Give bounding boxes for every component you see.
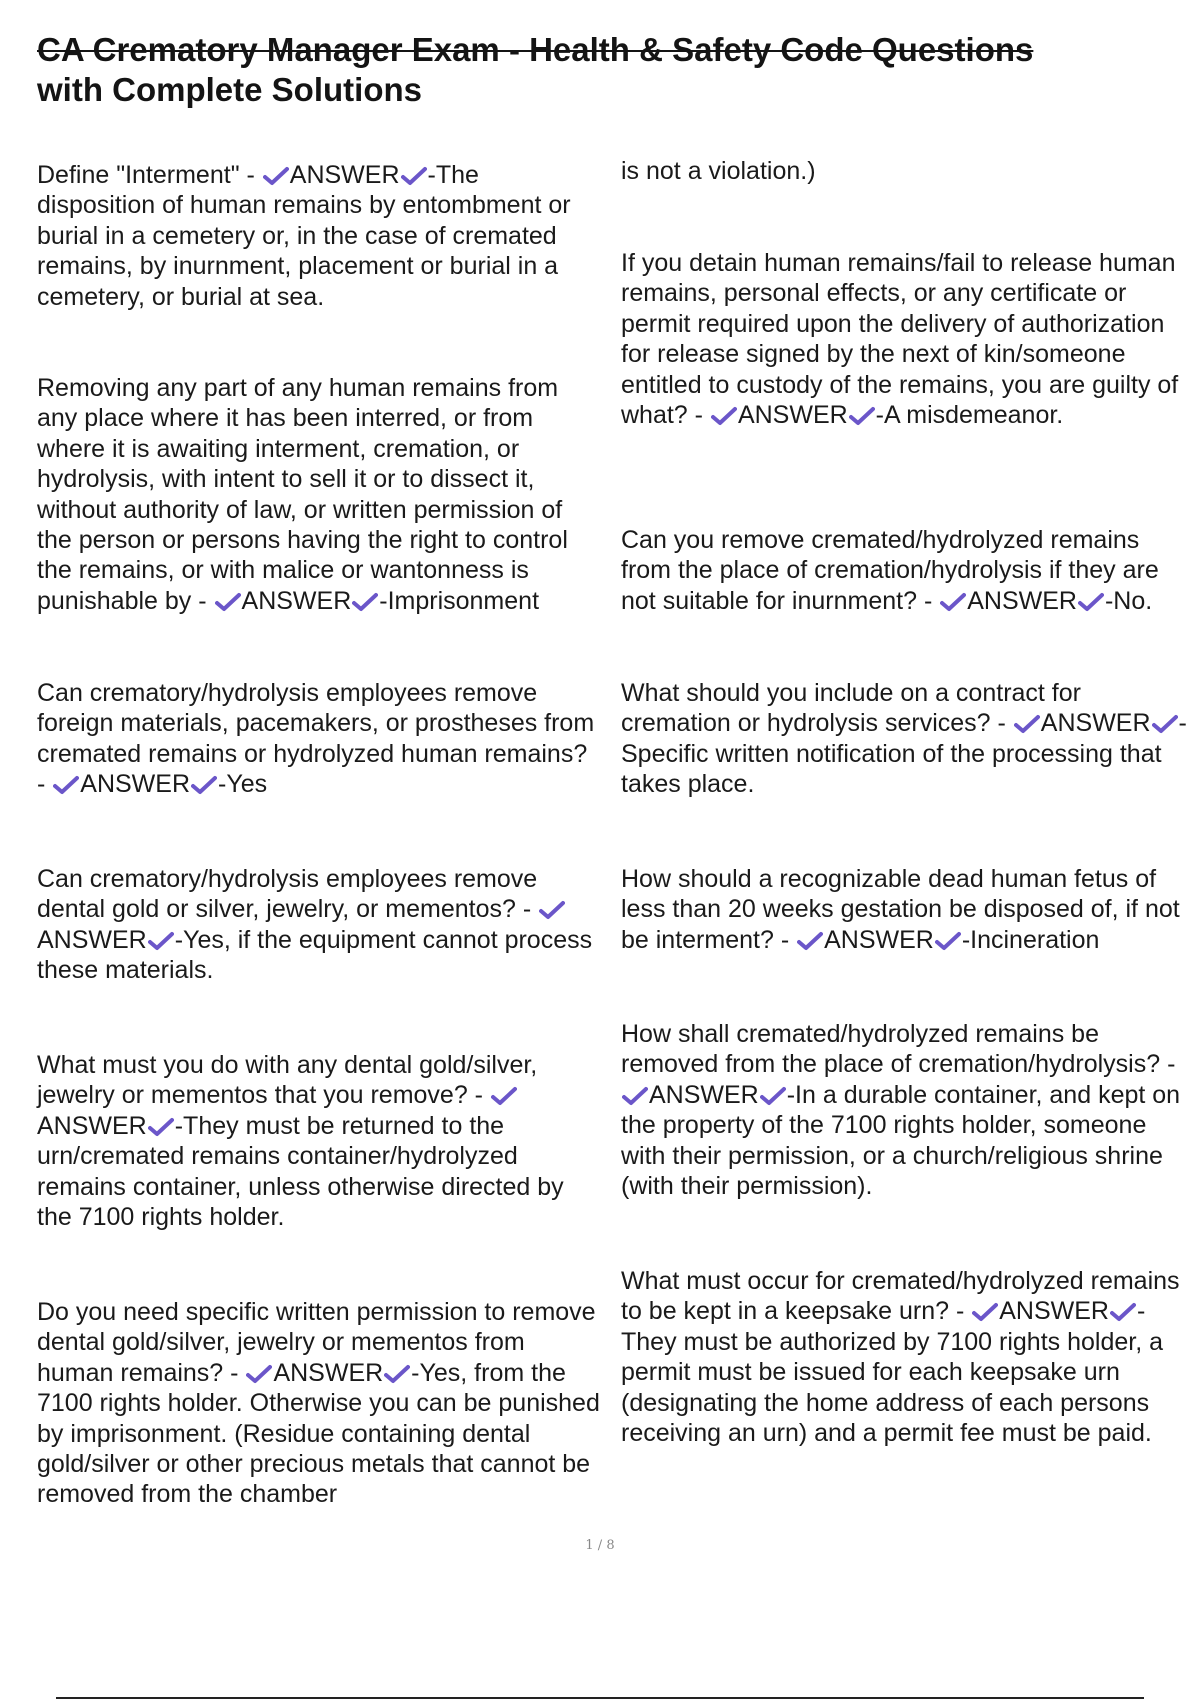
question-text: Define "Interment" - — [37, 161, 262, 189]
answer-label: ANSWER — [273, 1358, 384, 1387]
answer-text: -No. — [1104, 586, 1153, 615]
question-text: How shall cremated/hydrolyzed remains be removed from the place of cremation/hydrolysis? - — [621, 1020, 1176, 1079]
question-text: Removing any part of any human remains from any place where it has been interred, or from where it is awaiting interment, cremation, or hydrolysis, with intent to sell it or to dissect it, without authority of law, or written permission of the person or persons having the right to control the remains, or with malice or wantonness is punishable by - — [37, 374, 568, 615]
answer-label: ANSWER — [999, 1297, 1109, 1326]
answer-label: ANSWER — [80, 770, 191, 799]
question-text: What must occur for cremated/hydrolyzed remains to be kept in a keepsake urn? - — [621, 1267, 1180, 1326]
qa-item — [37, 1050, 602, 1232]
question-text: Can you remove cremated/hydrolyzed remains from the place of cremation/hydrolysis if they are not suitable for inurnment? - — [621, 526, 1159, 615]
question-text: What must you do with any dental gold/silver, jewelry or mementos that you remove? - — [37, 1051, 538, 1110]
check-icon — [53, 775, 79, 795]
check-icon — [401, 166, 427, 186]
answer-text: -A misdemeanor. — [875, 401, 1064, 430]
check-icon — [972, 1302, 998, 1322]
answer-text: -They must be returned to the urn/cremated remains container/hydrolyzed remains container, unless otherwise directed by the 7100 rights holder. — [37, 1111, 564, 1232]
answer-text: -Specific written notification of the processing that takes place. — [621, 709, 1187, 799]
check-icon — [148, 931, 174, 951]
check-icon — [935, 931, 961, 951]
answer-text: -Imprisonment — [379, 586, 540, 615]
check-icon — [797, 931, 823, 951]
question-text: How should a recognizable dead human fetus of less than 20 weeks gestation be disposed of, if not be interment? - — [621, 865, 1180, 954]
answer-text: -Yes, from the 7100 rights holder. Otherwise you can be punished by imprisonment. (Residue containing dental gold/silver or other precious metals that cannot be removed from the chamber — [37, 1358, 600, 1509]
answer-text: -Yes — [218, 770, 268, 799]
title-line-1: CA Crematory Manager Exam - Health & Safety Code Questions — [37, 31, 1034, 68]
check-icon — [352, 592, 378, 612]
check-icon — [1014, 714, 1040, 734]
check-icon — [940, 592, 966, 612]
answer-text: -Yes, if the equipment cannot process these materials. — [37, 925, 593, 985]
qa-item — [37, 864, 602, 986]
qa-item — [621, 1019, 1191, 1201]
check-icon — [1078, 592, 1104, 612]
check-icon — [711, 406, 737, 426]
qa-item — [37, 160, 602, 312]
answer-text: -The disposition of human remains by entombment or burial in a cemetery or, in the case of cremated remains, by inurnment, placement or burial in a cemetery, or burial at sea. — [37, 161, 571, 311]
answer-label: ANSWER — [1040, 709, 1151, 738]
check-icon — [148, 1117, 174, 1137]
check-icon — [215, 592, 241, 612]
check-icon — [1110, 1302, 1136, 1322]
answer-label: ANSWER — [649, 1080, 759, 1109]
answer-text: -They must be authorized by 7100 rights holder, a permit must be issued for each keepsake urn (designating the home address of each persons receiving an urn) and a permit fee must be paid. — [621, 1297, 1163, 1448]
document-title — [37, 30, 1167, 110]
check-icon — [263, 166, 289, 186]
footer-rule — [56, 1697, 1144, 1699]
qa-item — [621, 248, 1191, 430]
check-icon — [384, 1364, 410, 1384]
qa-item — [37, 1297, 602, 1510]
question-text: If you detain human remains/fail to release human remains, personal effects, or any certificate or permit required upon the delivery of authorization for release signed by the next of kin/someone entitled to custody of the remains, you are guilty of what? - — [621, 249, 1179, 430]
check-icon — [849, 406, 875, 426]
question-text: What should you include on a contract for cremation or hydrolysis services? - — [621, 679, 1081, 738]
page-indicator: 1 / 8 — [585, 1538, 615, 1553]
answer-text: -Incineration — [961, 925, 1100, 954]
answer-label: ANSWER — [737, 401, 848, 430]
check-icon — [760, 1086, 786, 1106]
answer-label: ANSWER — [289, 161, 400, 189]
qa-item — [37, 373, 602, 616]
check-icon — [622, 1086, 648, 1106]
check-icon — [491, 1086, 517, 1106]
check-icon — [191, 775, 217, 795]
qa-item — [621, 864, 1191, 955]
continuation-text: is not a violation.) — [621, 157, 816, 185]
answer-label: ANSWER — [37, 1111, 147, 1140]
qa-item — [621, 1266, 1191, 1448]
question-text: Can crematory/hydrolysis employees remove foreign materials, pacemakers, or prostheses from cremated remains or hydrolyzed human remains? - — [37, 679, 595, 799]
qa-item — [37, 678, 602, 800]
title-line-2: with Complete Solutions — [37, 71, 422, 108]
check-icon — [246, 1364, 272, 1384]
question-text: Can crematory/hydrolysis employees remove dental gold or silver, jewelry, or mementos? - — [37, 865, 539, 924]
answer-text: -In a durable container, and kept on the property of the 7100 rights holder, someone with their permission, or a church/religious shrine (with their permission). — [621, 1080, 1181, 1201]
qa-item — [621, 678, 1191, 800]
question-text: Do you need specific written permission to remove dental gold/silver, jewelry or mementos from human remains? - — [37, 1298, 596, 1387]
answer-label: ANSWER — [241, 586, 352, 615]
qa-item — [621, 525, 1191, 616]
answer-label: ANSWER — [824, 925, 934, 954]
answer-label: ANSWER — [967, 586, 1077, 615]
qa-continuation — [621, 156, 1191, 186]
check-icon — [539, 900, 565, 920]
answer-label: ANSWER — [37, 925, 147, 954]
check-icon — [1152, 714, 1178, 734]
